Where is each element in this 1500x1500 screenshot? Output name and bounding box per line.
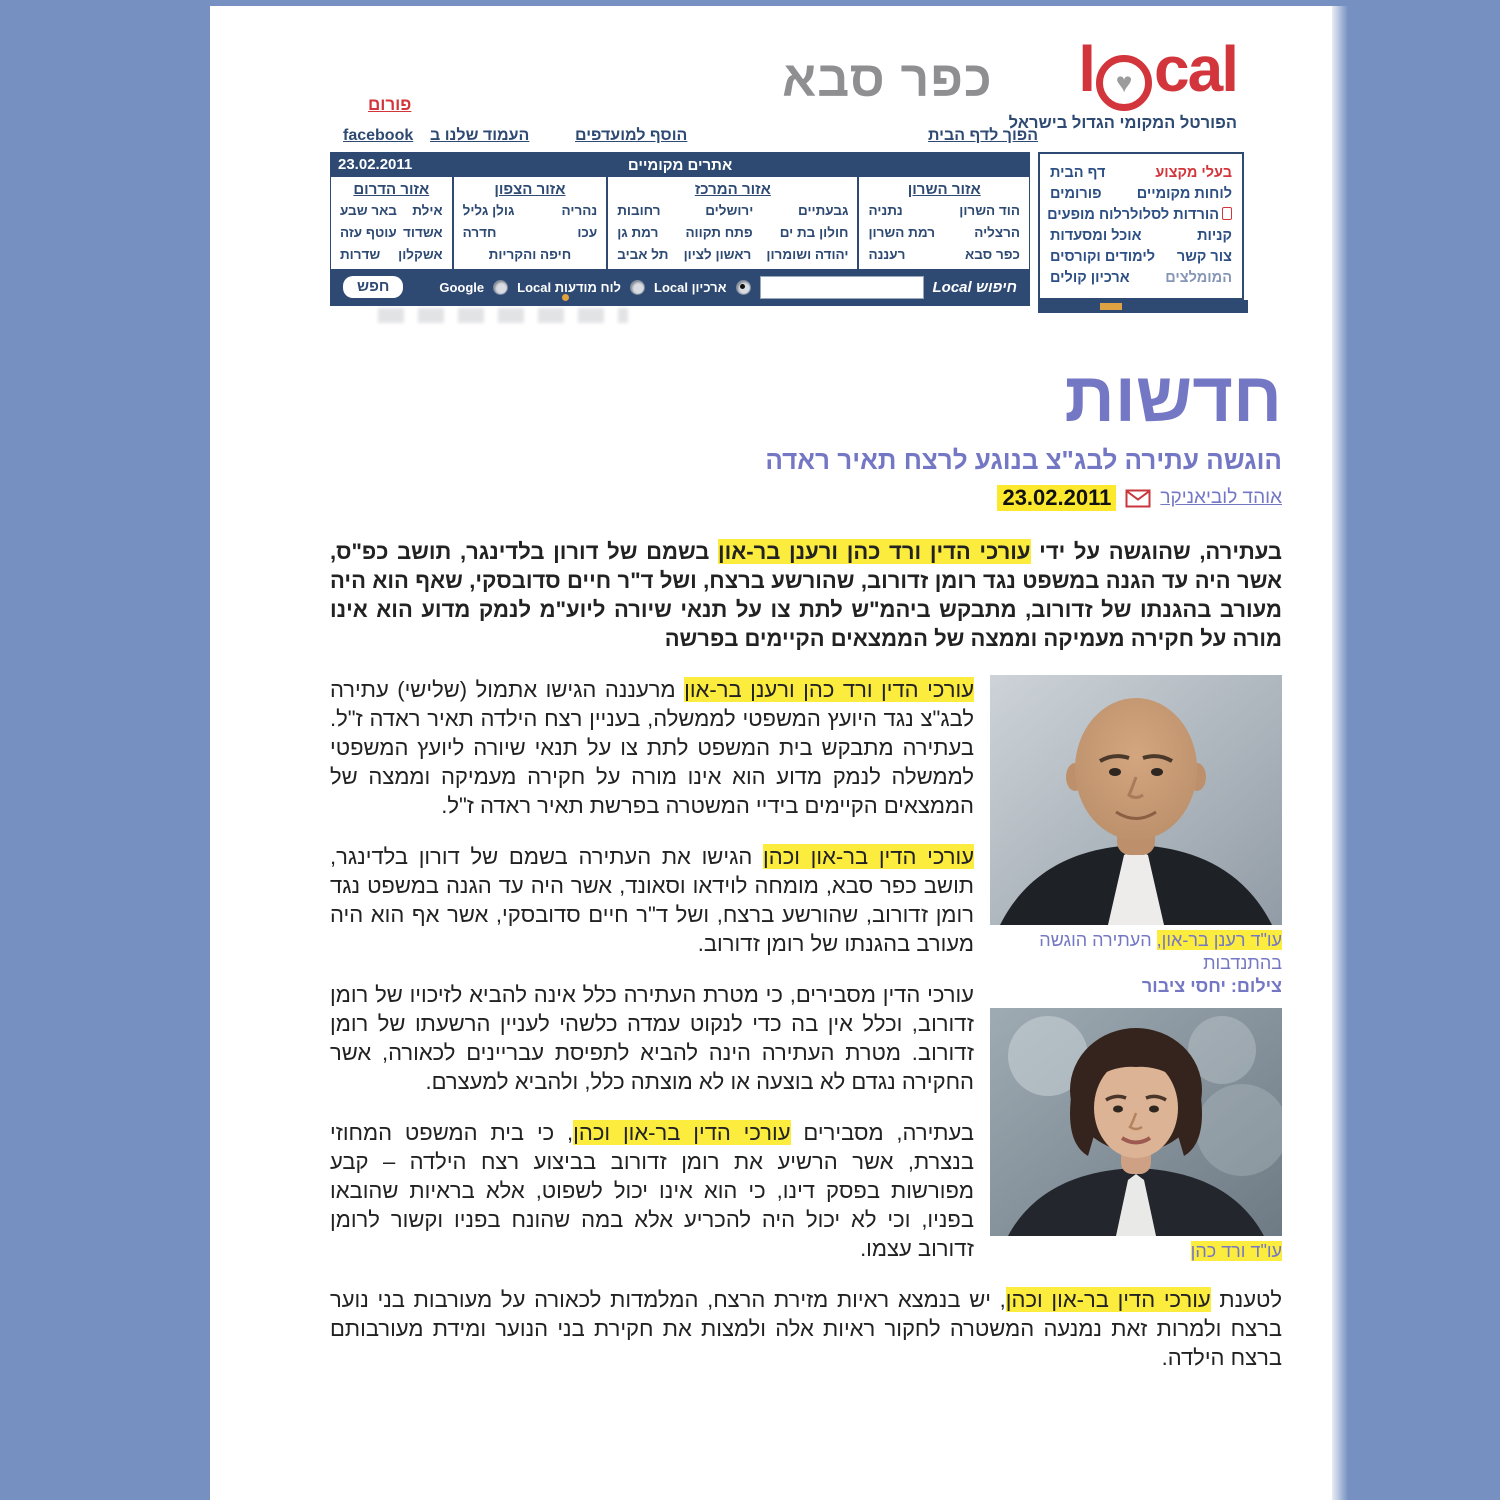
city-title: כפר סבא <box>782 51 993 107</box>
region-north <box>454 177 609 269</box>
radio-label-google[interactable]: Google <box>439 279 485 295</box>
article-paragraph: עורכי הדין מסבירים, כי מטרת העתירה כלל אינה להביא לזיכויו של רומן זדורוב, וכלל אין בה כדי לנקוט עמדה כלשהי לעניין הרשעתו של רומן זדורוב. מטרת העתירה הינה להביא לתפיסת עבריינים לכאורה, אשר החקירה נגדם לא בוצעה או לא מוצתה כלל, ולהביא למעצרם. <box>330 982 974 1094</box>
city-link[interactable]: עכו <box>577 225 598 240</box>
region-south <box>331 177 454 269</box>
byline <box>330 485 1282 511</box>
city-link[interactable]: חולון בת ים <box>779 225 849 240</box>
radio-local-archive[interactable] <box>736 280 751 295</box>
make-homepage-link[interactable]: הפוך לדף הבית <box>928 127 1039 144</box>
city-link[interactable]: גבעתיים <box>798 203 849 218</box>
city-link[interactable]: ראשון לציון <box>683 247 752 262</box>
local-logo[interactable] <box>1078 33 1237 111</box>
regions-table <box>331 177 1029 269</box>
site-brand <box>782 33 1237 133</box>
city-link[interactable]: אילת <box>412 203 443 218</box>
scanned-page <box>210 6 1332 1500</box>
forum-link[interactable]: פורום <box>368 95 412 114</box>
search-input[interactable] <box>760 276 924 299</box>
our-page-link[interactable]: העמוד שלנו ב <box>430 127 530 144</box>
city-link[interactable]: הוד השרון <box>959 203 1020 218</box>
site-menu <box>1038 152 1244 300</box>
photo-raanan-bar-on <box>990 675 1282 998</box>
region-south-link[interactable]: אזור הדרום <box>353 181 430 198</box>
city-link[interactable]: אשדוד <box>403 225 443 240</box>
photo-column <box>990 675 1282 1263</box>
search-bar <box>331 269 1029 305</box>
radio-local-board[interactable] <box>630 280 645 295</box>
nav-title-bar <box>331 153 1029 177</box>
city-link[interactable]: אשקלון <box>398 247 443 262</box>
heart-icon: ♥ <box>1096 55 1152 111</box>
search-button[interactable]: חפש <box>343 276 403 298</box>
article-paragraph: עורכי הדין בר-און וכהן הגישו את העתירה בשמם של דורון בלדינגר, תושב כפר סבא, מומחה לוידאו וסאונד, אשר היה עד הגנה במשפט נגד רומן זדורוב, שהורשע ברצח, ושל ד"ר חיים סדובסקי, אשר אף הוא היה מעורב בהגנתו של רומן זדורוב. <box>330 844 974 956</box>
city-link[interactable]: חיפה והקריות <box>488 247 572 262</box>
photo1-credit: צילום: יחסי ציבור <box>1141 976 1282 996</box>
menu-item-mobile-downloads[interactable]: הורדות לסלולר <box>1122 205 1232 226</box>
menu-item-recommended[interactable]: המומלצים <box>1165 270 1232 286</box>
facebook-link[interactable]: facebook <box>343 127 414 144</box>
photo-vered-cohen <box>990 1008 1282 1263</box>
city-link[interactable]: כפר סבא <box>965 247 1020 262</box>
section-title: חדשות <box>1064 358 1282 436</box>
strip-chip <box>1100 303 1122 310</box>
article-lede: בעתירה, שהוגשה על ידי עורכי הדין ורד כהן ורענן בר-און בשמם של דורון בלדינגר, תושב כפ"ס, אשר היה עד הגנה במשפט נגד רומן זדורוב, שהורשע ברצח, ושל ד"ר חיים סדובסקי, שאף הוא היה מעורב בהגנתו של זדורוב, מתבקש ביהמ"ש לתת צו על תנאי שיורה ליוע"מ לנמק מדוע הוא אינו מורה על חקירה מעמיקה וממצה של הממצאים הקיימים בפרשה <box>330 539 1282 651</box>
menu-item-food[interactable]: אוכל ומסעדות <box>1050 228 1142 244</box>
photo1-caption-line2: בהתנדבות <box>1203 953 1282 973</box>
search-label: חיפוש Local <box>932 278 1017 296</box>
add-favorites-link[interactable]: הוסף למועדפים <box>575 127 688 144</box>
menu-item-professionals[interactable]: בעלי מקצוע <box>1155 165 1232 181</box>
mobile-icon <box>1222 207 1232 220</box>
menu-item-courses[interactable]: לימודים וקורסים <box>1050 249 1156 265</box>
portrait-woman-photo <box>990 1008 1282 1236</box>
region-sharon <box>859 177 1029 269</box>
region-center <box>608 177 859 269</box>
logo-letters-cal: cal <box>1154 33 1237 105</box>
cutoff-banner <box>378 308 628 323</box>
city-link[interactable]: גולן גליל <box>462 203 515 218</box>
logo-tagline: הפורטל המקומי הגדול בישראל <box>1008 114 1237 132</box>
city-link[interactable]: שדרות <box>339 247 381 262</box>
radio-label-archive[interactable]: ארכיון Local <box>654 279 727 295</box>
menu-item-forums[interactable]: פורומים <box>1050 186 1102 202</box>
city-link[interactable]: ירושלים <box>705 203 754 218</box>
radio-google[interactable] <box>493 280 508 295</box>
article-paragraph: עורכי הדין ורד כהן ורענן בר-און מרעננה הגישו אתמול (שלישי) עתירה לבג"צ נגד היועץ המשפטי לממשלה, בעניין רצח הילדה תאיר ראדה ז"ל. בעתירה מתבקש בית המשפט לתת צו על תנאי שיורה ליועץ המשפטי לממשלה לנמק מדוע הוא אינו מורה על חקירה מעמיקה וממצה של הממצאים הקיימים בידיי המשטרה בפרשת תאיר ראדה ז"ל. <box>330 677 974 818</box>
region-north-link[interactable]: אזור הצפון <box>494 181 566 198</box>
region-sharon-link[interactable]: אזור השרון <box>907 181 981 198</box>
menu-bottom-strip <box>1038 300 1248 313</box>
article-date: 23.02.2011 <box>997 485 1116 511</box>
author-link[interactable]: אוהד לוביאניקר <box>1160 487 1282 508</box>
radio-label-board[interactable]: לוח מודעות Local <box>517 279 621 295</box>
menu-item-contact[interactable]: צור קשר <box>1176 249 1232 265</box>
portrait-man-photo <box>990 675 1282 925</box>
nav-date: 23.02.2011 <box>338 156 413 173</box>
photo1-caption-line1: עו"ד רענן בר-און, העתירה הוגשה <box>1039 930 1282 950</box>
city-link[interactable]: עוטף עזה <box>339 225 397 240</box>
city-link[interactable]: יהודה ושומרון <box>766 247 849 262</box>
city-link[interactable]: נהריה <box>561 203 598 218</box>
photo1-caption <box>990 929 1282 998</box>
menu-item-shows[interactable]: לוח מופעים <box>1047 207 1122 223</box>
email-icon[interactable] <box>1125 489 1151 508</box>
city-link[interactable]: רחובות <box>617 203 661 218</box>
nav-title: אתרים מקומיים <box>627 156 733 174</box>
city-link[interactable]: תל אביב <box>617 247 669 262</box>
nav-marker-dot <box>562 294 569 301</box>
city-link[interactable]: הרצליה <box>974 225 1020 240</box>
local-sites-nav <box>330 152 1030 306</box>
city-link[interactable]: נתניה <box>868 203 903 218</box>
city-link[interactable]: חדרה <box>462 225 497 240</box>
menu-item-home[interactable]: דף הבית <box>1050 165 1106 181</box>
photo2-caption-line: עו"ד ורד כהן <box>1190 1241 1282 1261</box>
article-paragraph: לטענת עורכי הדין בר-און וכהן, יש בנמצא ראיות מזירת הרצח, המלמדות לכאורה על מעורבות בני נוער ברצח ולמרות זאת נמנעה המשטרה לחקור ראיות אלה ולמצות את חקירת בני הנוער ומידת מעורבותם ברצח הילדה. <box>330 1287 1283 1370</box>
photo2-caption <box>990 1240 1282 1263</box>
article-paragraph: בעתירה, מסבירים עורכי הדין בר-און וכהן, כי בית המשפט המחוזי בנצרת, אשר הרשיע את רומן זדורוב בביצוע רצח הילדה – קבע מפורשות בפסק דינו, כי הוא אינו יכול לשפוט, אלא בראיות שהובאו בפניו, וכי לא יכול היה להכריע אלא במה שהונח בפניו וקשור לרומן זדורוב עצמו. <box>330 1120 975 1261</box>
menu-item-shopping[interactable]: קניות <box>1197 228 1232 244</box>
news-article <box>330 358 1282 1372</box>
city-link[interactable]: רמת השרון <box>868 225 936 240</box>
logo-letter-l: l <box>1078 33 1095 105</box>
city-link[interactable]: רעננה <box>868 247 906 262</box>
article-headline[interactable]: הוגשה עתירה לבג"צ בנוגע לרצח תאיר ראדה <box>765 445 1282 475</box>
city-link[interactable]: באר שבע <box>339 203 397 218</box>
city-link[interactable]: רמת גן <box>617 225 659 240</box>
city-link[interactable]: פתח תקווה <box>685 225 753 240</box>
logo-stack <box>1008 33 1237 133</box>
menu-item-archive[interactable]: ארכיון קולים <box>1050 270 1130 286</box>
menu-item-local-boards[interactable]: לוחות מקומיים <box>1136 186 1232 202</box>
region-center-link[interactable]: אזור המרכז <box>694 181 771 198</box>
